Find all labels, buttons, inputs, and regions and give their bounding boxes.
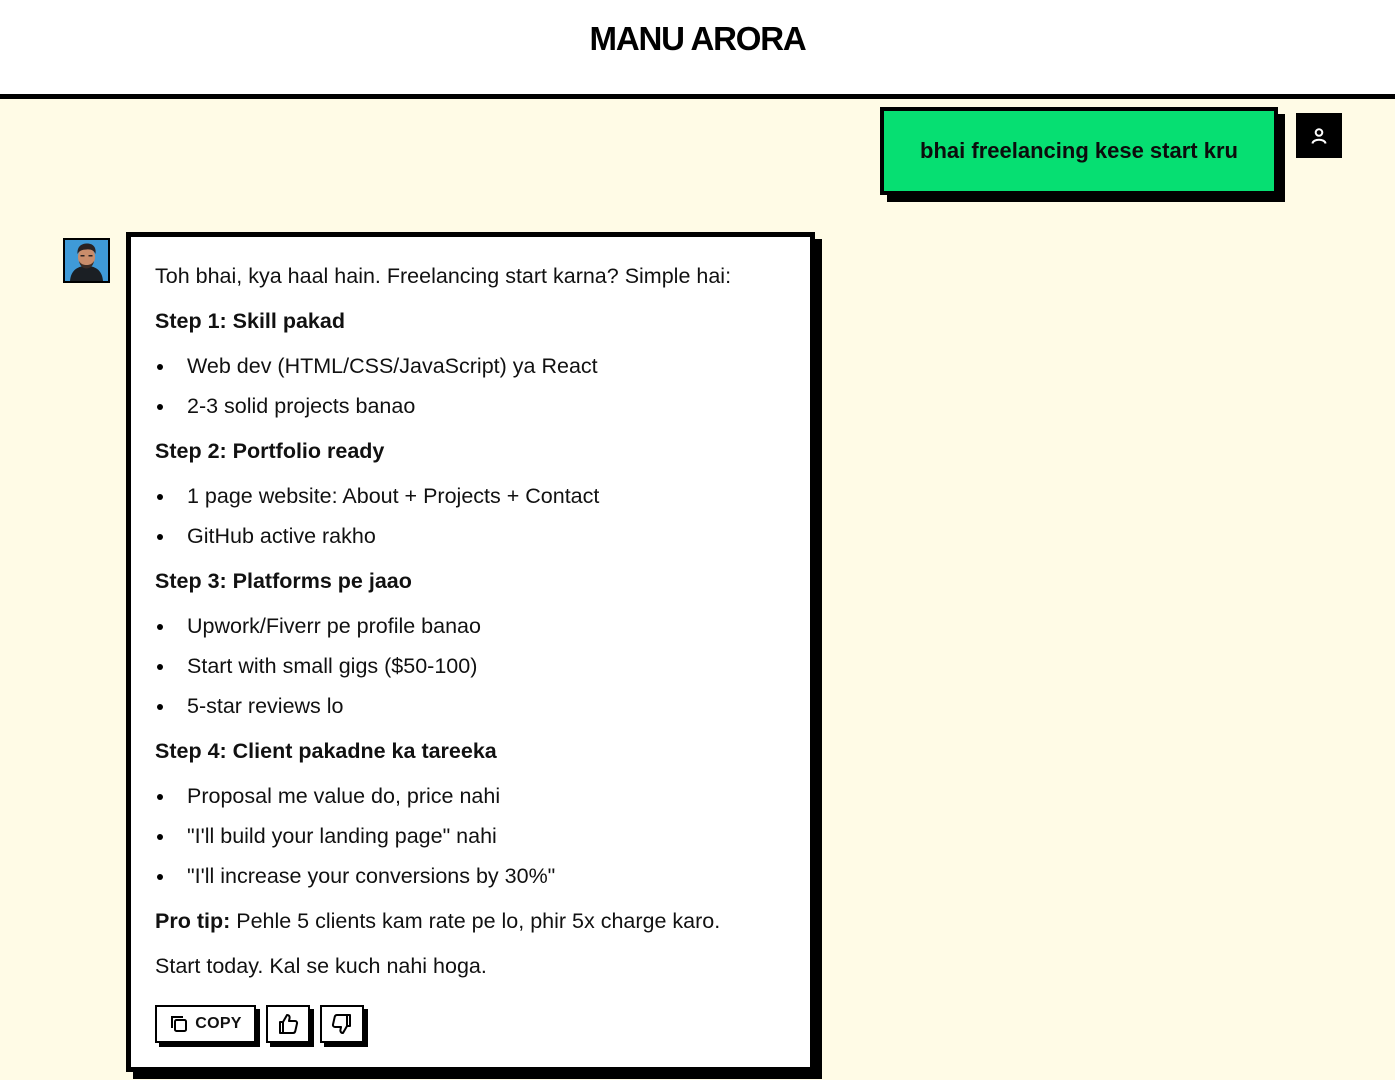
closing-text: Start today. Kal se kuch nahi hoga. bbox=[155, 954, 487, 978]
like-button[interactable] bbox=[266, 1005, 310, 1043]
page-title: MANU ARORA bbox=[589, 20, 806, 57]
step-list bbox=[155, 779, 810, 893]
step-list bbox=[155, 479, 810, 553]
user-message-text: bhai freelancing kese start kru bbox=[920, 138, 1238, 163]
pro-tip-label: Pro tip: bbox=[155, 909, 231, 933]
list-item: Upwork/Fiverr pe profile banao bbox=[155, 609, 810, 643]
assistant-message-card bbox=[126, 232, 815, 1072]
list-item: 5-star reviews lo bbox=[155, 689, 810, 723]
pro-tip-text: Pehle 5 clients kam rate pe lo, phir 5x charge karo. bbox=[230, 909, 721, 933]
copy-label: COPY bbox=[195, 1015, 242, 1032]
profile-photo bbox=[65, 240, 108, 281]
step-list bbox=[155, 609, 810, 723]
user-avatar bbox=[1296, 113, 1342, 158]
copy-icon bbox=[169, 1014, 189, 1034]
step-heading: Step 3: Platforms pe jaao bbox=[155, 569, 412, 593]
user-message-bubble bbox=[880, 107, 1278, 195]
pro-tip bbox=[155, 904, 810, 938]
list-item: Web dev (HTML/CSS/JavaScript) ya React bbox=[155, 349, 810, 383]
list-item: "I'll build your landing page" nahi bbox=[155, 819, 810, 853]
step-heading: Step 1: Skill pakad bbox=[155, 309, 345, 333]
list-item: 1 page website: About + Projects + Contact bbox=[155, 479, 810, 513]
list-item: "I'll increase your conversions by 30%" bbox=[155, 859, 810, 893]
step-heading: Step 2: Portfolio ready bbox=[155, 439, 385, 463]
list-item: Start with small gigs ($50-100) bbox=[155, 649, 810, 683]
user-icon bbox=[1309, 126, 1329, 146]
list-item: Proposal me value do, price nahi bbox=[155, 779, 810, 813]
dislike-button[interactable] bbox=[320, 1005, 364, 1043]
thumbs-up-icon bbox=[276, 1012, 300, 1036]
step-list bbox=[155, 349, 810, 423]
list-item: 2-3 solid projects banao bbox=[155, 389, 810, 423]
header bbox=[0, 0, 1395, 99]
thumbs-down-icon bbox=[330, 1012, 354, 1036]
step-heading: Step 4: Client pakadne ka tareeka bbox=[155, 739, 497, 763]
copy-button[interactable] bbox=[155, 1005, 256, 1043]
list-item: GitHub active rakho bbox=[155, 519, 810, 553]
message-actions bbox=[155, 1005, 810, 1043]
assistant-intro: Toh bhai, kya haal hain. Freelancing start karna? Simple hai: bbox=[155, 264, 732, 288]
assistant-avatar bbox=[63, 238, 110, 283]
